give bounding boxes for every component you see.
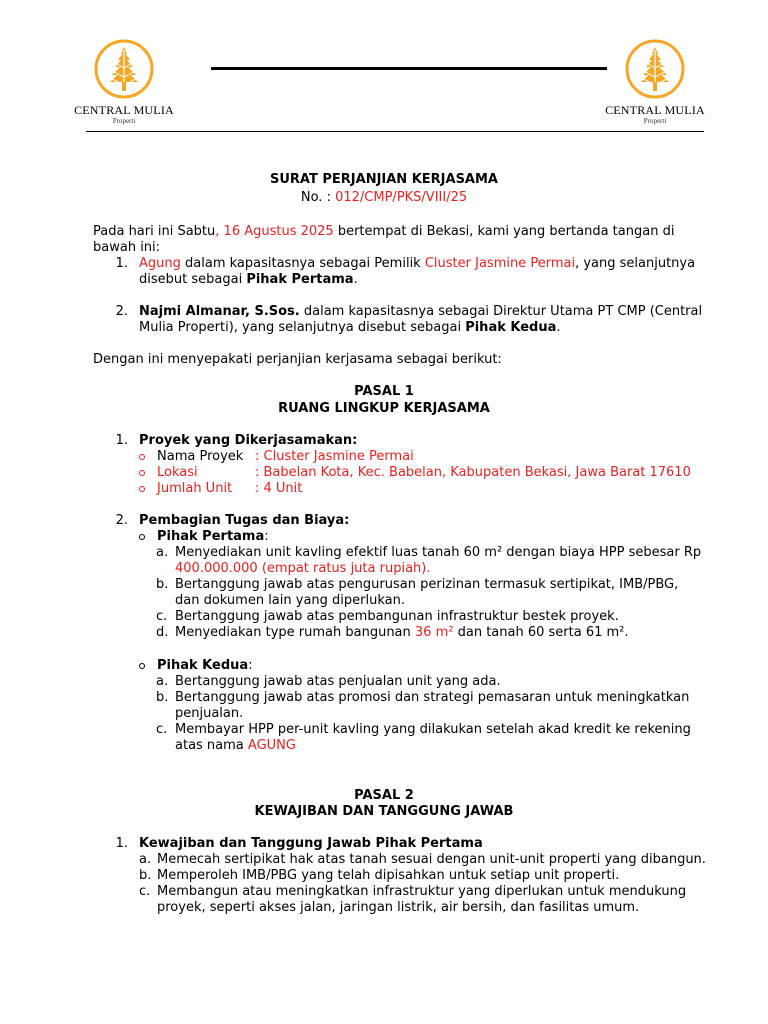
pertama-b-line-1: Bertanggung jawab atas pengurusan perizinan termasuk sertipikat, IMB/PBG, bbox=[175, 577, 679, 592]
company-logo-right bbox=[600, 38, 710, 125]
pasal-1-item-1-heading: Proyek yang Dikerjasamakan: bbox=[139, 433, 358, 448]
p2-a-letter: a. bbox=[139, 852, 152, 867]
pertama-d-line-1: Menyediakan type rumah bangunan 36 m² dan tanah 60 serta 61 m². bbox=[175, 625, 629, 640]
agreement-statement: Dengan ini menyepakati perjanjian kerjasama sebagai berikut: bbox=[93, 352, 502, 367]
pasal-2-title: PASAL 2 bbox=[354, 788, 414, 803]
p2-c-letter: c. bbox=[139, 884, 151, 899]
circle-bullet-icon bbox=[139, 486, 145, 492]
intro-line-2: bawah ini: bbox=[93, 240, 161, 255]
p2-b-line-1: Memperoleh IMB/PBG yang telah dipisahkan untuk setiap unit properti. bbox=[157, 868, 620, 883]
project-row-name: Nama Proyek : Cluster Jasmine Permai bbox=[139, 449, 145, 465]
pasal-2-item-1-number: 1. bbox=[115, 836, 128, 851]
party-2-number: 2. bbox=[115, 304, 128, 319]
p2-a-line-1: Memecah sertipikat hak atas tanah sesuai dengan unit-unit properti yang dibangun. bbox=[157, 852, 706, 867]
pertama-d-letter: d. bbox=[156, 625, 169, 640]
kedua-c-line-1: Membayar HPP per-unit kavling yang dilakukan setelah akad kredit ke rekening bbox=[175, 722, 691, 737]
pertama-c-letter: c. bbox=[156, 609, 168, 624]
kedua-a-line-1: Bertanggung jawab atas penjualan unit yang ada. bbox=[175, 674, 501, 689]
pasal-1-item-2-heading: Pembagian Tugas dan Biaya: bbox=[139, 513, 350, 528]
pertama-b-line-2: dan dokumen lain yang diperlukan. bbox=[175, 593, 405, 608]
pasal-1-subtitle: RUANG LINGKUP KERJASAMA bbox=[278, 401, 490, 416]
circle-bullet-icon bbox=[139, 663, 145, 669]
project-row-units: Jumlah Unit : 4 Unit bbox=[139, 481, 145, 497]
pertama-a-line-2: 400.000.000 (empat ratus juta rupiah). bbox=[175, 561, 431, 576]
logo-name: CENTRAL MULIA bbox=[605, 103, 705, 117]
pasal-1-title: PASAL 1 bbox=[354, 384, 414, 399]
pertama-a-letter: a. bbox=[156, 545, 169, 560]
pasal-2-subtitle: KEWAJIBAN DAN TANGGUNG JAWAB bbox=[254, 804, 514, 819]
party-1-line-2: disebut sebagai Pihak Pertama. bbox=[139, 272, 358, 287]
kedua-c-line-2: atas nama AGUNG bbox=[175, 738, 296, 753]
logo-subtitle: Properti bbox=[643, 117, 667, 125]
kedua-b-line-2: penjualan. bbox=[175, 706, 244, 721]
central-mulia-emblem-icon bbox=[624, 38, 686, 100]
pertama-c-line-1: Bertanggung jawab atas pembangunan infrastruktur bestek proyek. bbox=[175, 609, 619, 624]
pertama-b-letter: b. bbox=[156, 577, 169, 592]
central-mulia-emblem-icon bbox=[93, 38, 155, 100]
p2-b-letter: b. bbox=[139, 868, 152, 883]
pasal-1-item-1-number: 1. bbox=[115, 433, 128, 448]
kedua-b-line-1: Bertanggung jawab atas promosi dan strategi pemasaran untuk meningkatkan bbox=[175, 690, 690, 705]
pihak-kedua-heading: Pihak Kedua: bbox=[139, 658, 145, 674]
pasal-1-item-2-number: 2. bbox=[115, 513, 128, 528]
party-2-line-2: Mulia Properti), yang selanjutnya disebut sebagai Pihak Kedua. bbox=[139, 320, 561, 335]
logo-name: CENTRAL MULIA bbox=[74, 103, 174, 117]
pihak-pertama-heading: Pihak Pertama: bbox=[139, 529, 145, 545]
header-divider bbox=[86, 131, 704, 132]
pasal-2-item-1-heading: Kewajiban dan Tanggung Jawab Pihak Pertama bbox=[139, 836, 483, 851]
party-2-line-1: Najmi Almanar, S.Sos. dalam kapasitasnya sebagai Direktur Utama PT CMP (Central bbox=[139, 304, 703, 319]
kedua-a-letter: a. bbox=[156, 674, 169, 689]
pertama-a-line-1: Menyediakan unit kavling efektif luas tanah 60 m² dengan biaya HPP sebesar Rp bbox=[175, 545, 702, 560]
intro-line-1: Pada hari ini Sabtu, 16 Agustus 2025 bertempat di Bekasi, kami yang bertanda tangan di bbox=[93, 224, 675, 239]
document-title: SURAT PERJANJIAN KERJASAMA bbox=[270, 172, 498, 187]
logo-subtitle: Properti bbox=[112, 117, 136, 125]
document-number-label: No. : bbox=[300, 190, 331, 205]
document-number bbox=[0, 190, 768, 205]
circle-bullet-icon bbox=[139, 470, 145, 476]
circle-bullet-icon bbox=[139, 454, 145, 460]
document-number-value: 012/CMP/PKS/VIII/25 bbox=[335, 190, 468, 205]
circle-bullet-icon bbox=[139, 534, 145, 540]
party-1-number: 1. bbox=[115, 256, 128, 271]
project-row-location: Lokasi : Babelan Kota, Kec. Babelan, Kabupaten Bekasi, Jawa Barat 17610 bbox=[139, 465, 145, 481]
party-1-line-1: Agung dalam kapasitasnya sebagai Pemilik Cluster Jasmine Permai, yang selanjutnya bbox=[139, 256, 696, 271]
company-logo-left bbox=[69, 38, 179, 125]
p2-c-line-1: Membangun atau meningkatkan infrastruktur yang diperlukan untuk mendukung bbox=[157, 884, 687, 899]
p2-c-line-2: proyek, seperti akses jalan, jaringan listrik, air bersih, dan fasilitas umum. bbox=[157, 900, 640, 915]
header-top-line bbox=[211, 67, 607, 70]
kedua-c-letter: c. bbox=[156, 722, 168, 737]
kedua-b-letter: b. bbox=[156, 690, 169, 705]
